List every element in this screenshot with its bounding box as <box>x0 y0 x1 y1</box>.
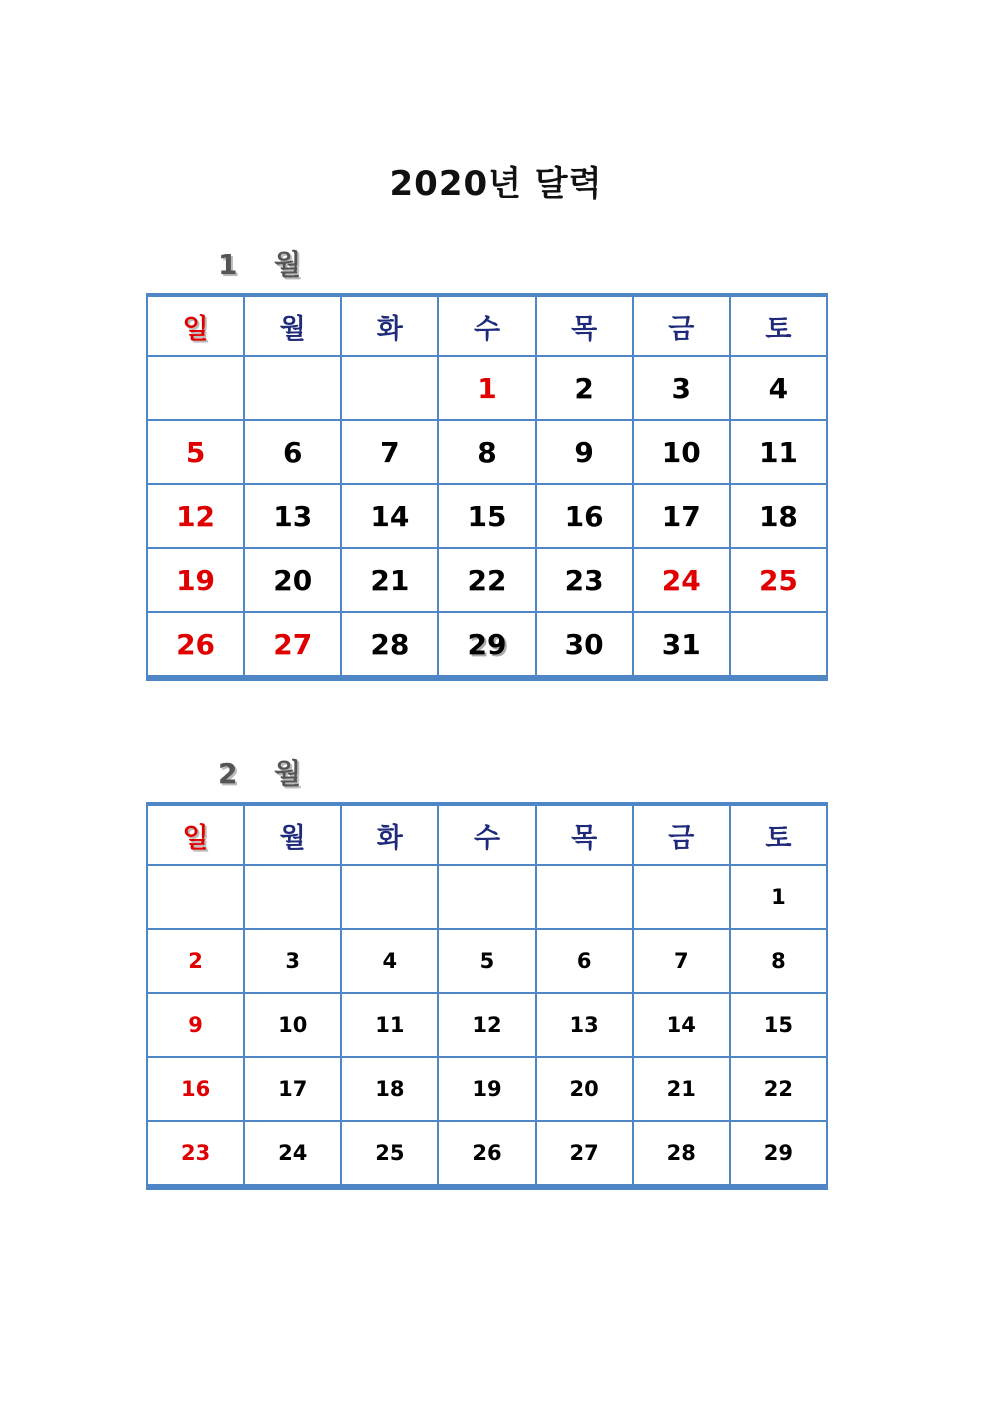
week-row <box>147 484 827 548</box>
day-cell: 15 <box>730 993 827 1057</box>
day-cell-sunday: 12 <box>147 484 244 548</box>
day-cell-holiday: 25 <box>730 548 827 612</box>
day-cell: 27 <box>536 1121 633 1187</box>
day-cell <box>536 865 633 929</box>
weekday-sun: 일 <box>147 804 244 865</box>
week-row <box>147 1057 827 1121</box>
day-cell: 14 <box>341 484 438 548</box>
weekday-tue: 화 <box>341 804 438 865</box>
weekday-wed: 수 <box>438 804 535 865</box>
day-cell: 22 <box>438 548 535 612</box>
week-row <box>147 993 827 1057</box>
day-cell: 5 <box>438 929 535 993</box>
weekday-mon: 월 <box>244 295 341 356</box>
day-cell: 18 <box>341 1057 438 1121</box>
day-cell: 3 <box>633 356 730 420</box>
day-cell: 18 <box>730 484 827 548</box>
weekday-thu: 목 <box>536 295 633 356</box>
month-label-february <box>218 754 301 794</box>
day-cell <box>244 865 341 929</box>
day-cell: 19 <box>438 1057 535 1121</box>
weekday-wed: 수 <box>438 295 535 356</box>
weekday-fri: 금 <box>633 804 730 865</box>
weekday-sat: 토 <box>730 295 827 356</box>
day-cell: 17 <box>244 1057 341 1121</box>
day-cell <box>341 865 438 929</box>
day-cell-sunday: 23 <box>147 1121 244 1187</box>
day-cell: 7 <box>341 420 438 484</box>
day-cell: 4 <box>341 929 438 993</box>
day-cell: 11 <box>730 420 827 484</box>
month-label-january <box>218 245 301 285</box>
day-cell: 30 <box>536 612 633 678</box>
day-cell: 21 <box>633 1057 730 1121</box>
day-cell: 6 <box>244 420 341 484</box>
weekday-sat: 토 <box>730 804 827 865</box>
day-cell: 21 <box>341 548 438 612</box>
day-cell: 23 <box>536 548 633 612</box>
month-number: 2 <box>218 757 238 790</box>
day-cell: 22 <box>730 1057 827 1121</box>
day-cell <box>244 356 341 420</box>
day-cell: 12 <box>438 993 535 1057</box>
weekday-fri: 금 <box>633 295 730 356</box>
day-cell <box>147 865 244 929</box>
weekday-thu: 목 <box>536 804 633 865</box>
day-cell: 10 <box>633 420 730 484</box>
weekday-tue: 화 <box>341 295 438 356</box>
day-cell: 4 <box>730 356 827 420</box>
week-row <box>147 548 827 612</box>
day-cell: 28 <box>633 1121 730 1187</box>
day-cell: 2 <box>536 356 633 420</box>
day-cell: 10 <box>244 993 341 1057</box>
weekday-sun: 일 <box>147 295 244 356</box>
day-cell: 24 <box>244 1121 341 1187</box>
week-row <box>147 420 827 484</box>
day-cell: 9 <box>536 420 633 484</box>
day-cell-sunday: 19 <box>147 548 244 612</box>
month-number: 1 <box>218 248 238 281</box>
week-row <box>147 1121 827 1187</box>
day-cell: 20 <box>536 1057 633 1121</box>
month-unit: 월 <box>274 757 302 790</box>
day-cell-sunday: 16 <box>147 1057 244 1121</box>
day-cell: 1 <box>730 865 827 929</box>
day-cell: 26 <box>438 1121 535 1187</box>
day-cell-sunday: 5 <box>147 420 244 484</box>
day-cell: 15 <box>438 484 535 548</box>
day-cell <box>730 612 827 678</box>
day-cell: 16 <box>536 484 633 548</box>
week-row <box>147 612 827 678</box>
day-cell: 8 <box>438 420 535 484</box>
day-cell-sunday: 26 <box>147 612 244 678</box>
day-cell <box>341 356 438 420</box>
day-cell: 13 <box>536 993 633 1057</box>
day-cell: 25 <box>341 1121 438 1187</box>
day-cell: 8 <box>730 929 827 993</box>
weekday-header-row <box>147 804 827 865</box>
day-cell: 20 <box>244 548 341 612</box>
day-cell <box>147 356 244 420</box>
day-cell: 28 <box>341 612 438 678</box>
day-cell-holiday: 24 <box>633 548 730 612</box>
day-cell: 29 <box>730 1121 827 1187</box>
day-cell: 13 <box>244 484 341 548</box>
day-cell-sunday: 9 <box>147 993 244 1057</box>
day-cell <box>633 865 730 929</box>
week-row <box>147 356 827 420</box>
day-cell: 31 <box>633 612 730 678</box>
page-title: 2020년 달력 <box>389 164 603 204</box>
day-cell: 29 <box>438 612 535 678</box>
week-row <box>147 865 827 929</box>
day-cell: 14 <box>633 993 730 1057</box>
day-cell: 3 <box>244 929 341 993</box>
day-cell: 11 <box>341 993 438 1057</box>
day-cell-holiday: 1 <box>438 356 535 420</box>
day-cell-holiday: 27 <box>244 612 341 678</box>
day-cell: 7 <box>633 929 730 993</box>
month-unit: 월 <box>274 248 302 281</box>
calendar-february <box>146 802 828 1190</box>
day-cell-sunday: 2 <box>147 929 244 993</box>
day-cell: 17 <box>633 484 730 548</box>
week-row <box>147 929 827 993</box>
day-cell <box>438 865 535 929</box>
weekday-mon: 월 <box>244 804 341 865</box>
day-cell: 6 <box>536 929 633 993</box>
weekday-header-row <box>147 295 827 356</box>
calendar-january <box>146 293 828 681</box>
